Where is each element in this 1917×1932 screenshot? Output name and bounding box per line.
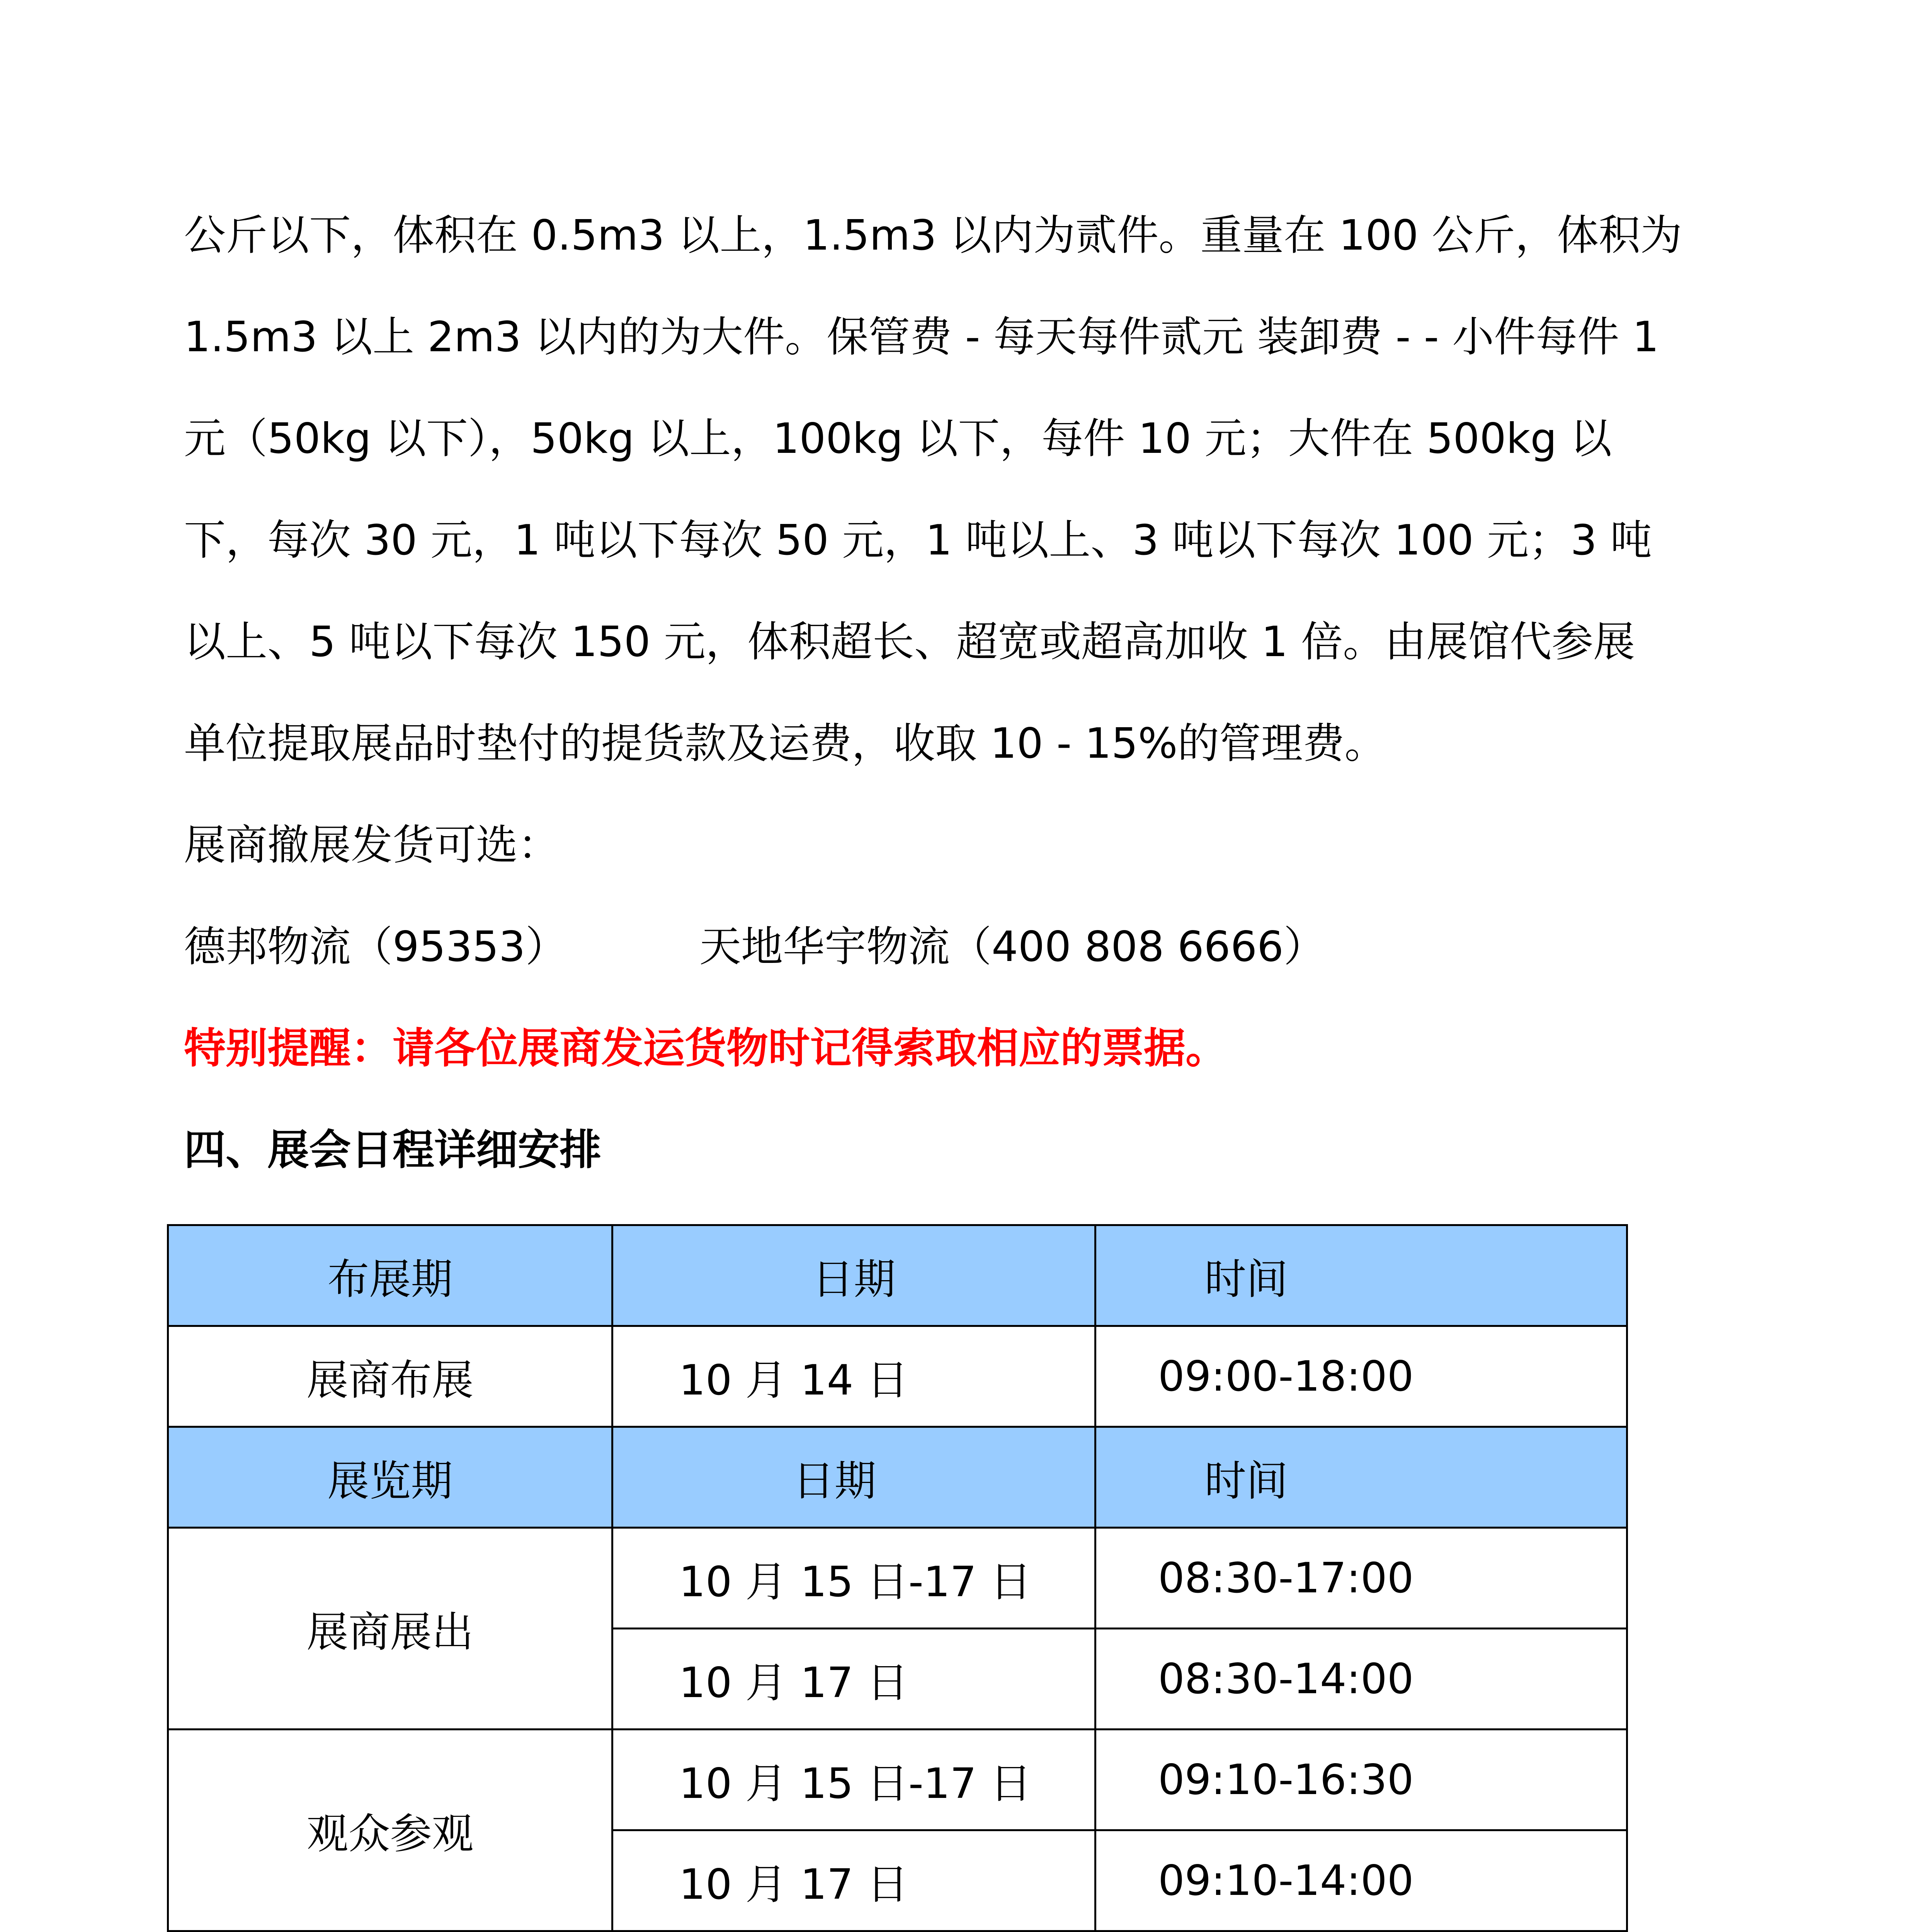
date-column-header: 日期 (612, 1427, 1095, 1528)
exhibit-period-label: 展览期 (168, 1427, 612, 1528)
time-column-header: 时间 (1095, 1225, 1627, 1326)
paragraph-line-6: 单位提取展品时垫付的提货款及运费，收取 10 - 15%的管理费。 (184, 719, 1386, 768)
activity-label: 展商布展 (168, 1326, 612, 1427)
shipping-label: 展商撤展发货可选： (184, 821, 560, 869)
time-cell: 09:10-16:30 (1095, 1730, 1627, 1830)
special-reminder: 特别提醒：请各位展商发运货物时记得索取相应的票据。 (184, 1024, 1228, 1073)
paragraph-line-1: 公斤以下，体积在 0.5m3 以上，1.5m3 以内为贰件。重量在 100 公斤，体积为 (184, 211, 1682, 260)
time-column-header: 时间 (1095, 1427, 1627, 1528)
schedule-table (167, 1224, 1628, 1932)
shipping-option-tiandi: 天地华宇物流（400 808 6666） (699, 923, 1325, 971)
date-cell: 10 月 17 日 (612, 1830, 1095, 1931)
paragraph-line-4: 下，每次 30 元，1 吨以下每次 50 元，1 吨以上、3 吨以下每次 100 元；3 吨 (184, 516, 1652, 565)
section-4-title: 四、展会日程详细安排 (184, 1126, 602, 1174)
build-period-header-row (168, 1225, 1627, 1326)
time-cell: 09:10-14:00 (1095, 1830, 1627, 1931)
time-cell: 08:30-17:00 (1095, 1528, 1627, 1629)
date-column-header: 日期 (612, 1225, 1095, 1326)
date-cell: 10 月 17 日 (612, 1629, 1095, 1730)
date-cell: 10 月 15 日-17 日 (612, 1528, 1095, 1629)
paragraph-line-3: 元（50kg 以下），50kg 以上，100kg 以下，每件 10 元；大件在 500kg 以 (184, 415, 1612, 463)
activity-label: 观众参观 (168, 1730, 612, 1931)
activity-label: 展商展出 (168, 1528, 612, 1730)
table-row (168, 1730, 1627, 1830)
paragraph-line-2: 1.5m3 以上 2m3 以内的为大件。保管费 - 每天每件贰元 装卸费 - - 小件每件 1 (184, 313, 1659, 361)
build-period-label: 布展期 (168, 1225, 612, 1326)
time-cell: 09:00-18:00 (1095, 1326, 1627, 1427)
exhibit-period-header-row (168, 1427, 1627, 1528)
shipping-option-deppon: 德邦物流（95353） (184, 923, 567, 971)
date-cell: 10 月 15 日-17 日 (612, 1730, 1095, 1830)
table-row (168, 1528, 1627, 1629)
time-cell: 08:30-14:00 (1095, 1629, 1627, 1730)
table-row (168, 1326, 1627, 1427)
date-cell: 10 月 14 日 (612, 1326, 1095, 1427)
paragraph-line-5: 以上、5 吨以下每次 150 元，体积超长、超宽或超高加收 1 倍。由展馆代参展 (184, 618, 1635, 666)
